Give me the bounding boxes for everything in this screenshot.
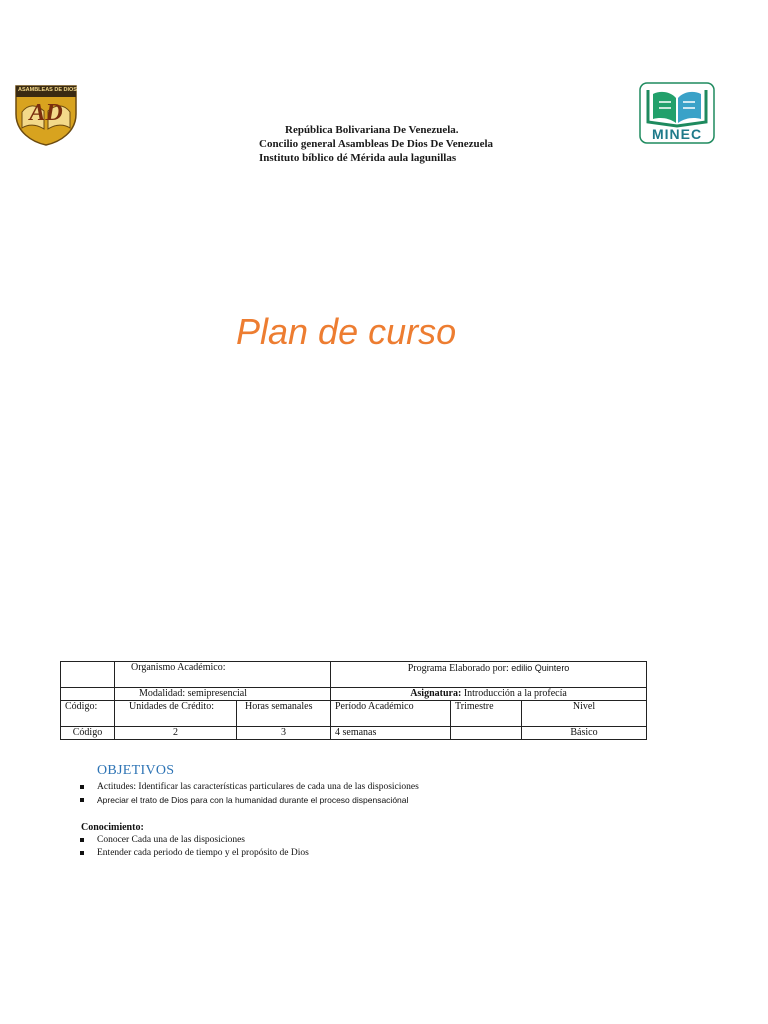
unidades-header: Unidades de Crédito:: [115, 701, 237, 727]
actitud-text: Actitudes: Identificar las características particulares de cada una de las disposiciones: [97, 782, 419, 792]
organismo-cell: [115, 662, 331, 688]
unidades-value: 2: [115, 727, 237, 740]
actitud-text: Apreciar el trato de Dios para con la humanidad durante el proceso dispensaciónal: [97, 795, 409, 805]
objetivos-heading: OBJETIVOS: [97, 763, 175, 778]
table-row: [61, 662, 647, 688]
nivel-value: Básico: [522, 727, 647, 740]
trimestre-header: Trimestre: [451, 701, 522, 727]
table-cell: [61, 688, 115, 701]
conocimiento-text: Conocer Cada una de las disposiciones: [97, 835, 246, 845]
header-line-republica: República Bolivariana De Venezuela.: [285, 124, 459, 136]
list-item: [80, 794, 419, 807]
list-item: [80, 781, 419, 794]
actitudes-list: [80, 781, 419, 807]
programa-value: edilio Quintero: [511, 663, 570, 673]
periodo-value: 4 semanas: [331, 727, 451, 740]
asambleas-de-dios-logo: [14, 84, 78, 146]
modalidad-value: semipresencial: [187, 688, 248, 699]
table-row: [61, 688, 647, 701]
programa-label: Programa Elaborado por:: [407, 663, 509, 674]
table-cell: [61, 662, 115, 688]
modalidad-label: Modalidad:: [139, 688, 186, 699]
periodo-header: Período Académico: [331, 701, 451, 727]
minec-text: MINEC: [651, 126, 703, 142]
conocimiento-text: Entender cada periodo de tiempo y el propósito de Dios: [97, 848, 309, 858]
bullet-icon: [80, 798, 84, 802]
trimestre-value: [451, 727, 522, 740]
horas-value: 3: [237, 727, 331, 740]
bullet-icon: [80, 838, 84, 842]
list-item: [80, 847, 309, 860]
organismo-label: Organismo Académico:: [131, 662, 226, 673]
bullet-icon: [80, 851, 84, 855]
asignatura-label: Asignatura:: [410, 688, 462, 699]
list-item: [80, 834, 309, 847]
header-line-concilio: Concilio general Asambleas De Dios De Venezuela: [259, 138, 494, 150]
codigo-value: Código: [61, 727, 115, 740]
codigo-header: Código:: [61, 701, 115, 727]
header-line-instituto: Instituto bíblico dé Mérida aula lagunillas: [259, 152, 457, 164]
asignatura-value: Introducción a la profecía: [463, 688, 567, 699]
nivel-header: Nivel: [522, 701, 647, 727]
modalidad-cell: [115, 688, 331, 701]
document-title: Plan de curso: [236, 311, 457, 352]
logo-banner-text: ASAMBLEAS DE DIOS: [18, 87, 77, 93]
bullet-icon: [80, 785, 84, 789]
conocimiento-list: [80, 834, 309, 860]
minec-logo: [639, 82, 715, 144]
horas-header: Horas semanales: [237, 701, 331, 727]
table-header-row: [61, 701, 647, 727]
conocimiento-heading: Conocimiento:: [81, 822, 144, 833]
course-info-table: [60, 661, 647, 740]
programa-cell: [331, 662, 647, 688]
logo-monogram: AD: [29, 100, 63, 126]
table-row: [61, 727, 647, 740]
asignatura-cell: [331, 688, 647, 701]
